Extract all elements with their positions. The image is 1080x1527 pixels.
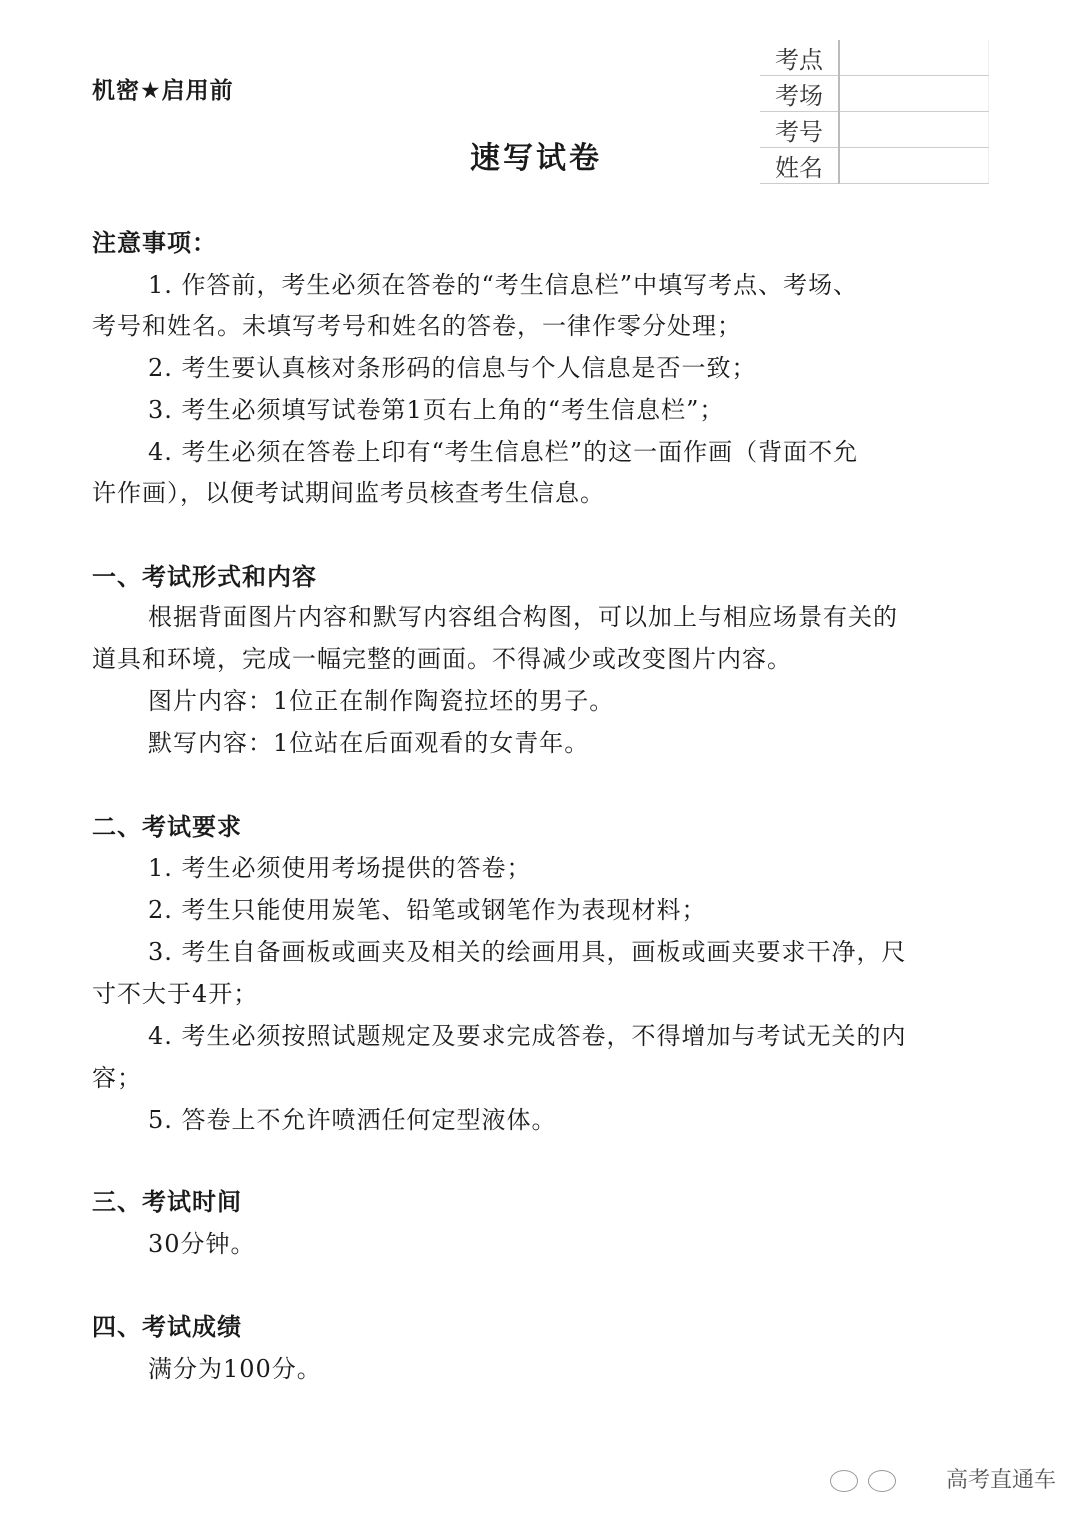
info-field[interactable] bbox=[839, 76, 989, 112]
info-field[interactable] bbox=[839, 148, 989, 184]
confidential-label: 机密★启用前 bbox=[92, 78, 234, 104]
info-label: 姓名 bbox=[760, 148, 839, 184]
notice-line: 2. 考生要认真核对条形码的信息与个人信息是否一致； bbox=[148, 354, 757, 382]
notice-line: 1. 作答前，考生必须在答卷的“考生信息栏”中填写考点、考场、 bbox=[148, 271, 859, 299]
watermark bbox=[830, 1463, 1056, 1494]
section-line: 根据背面图片内容和默写内容组合构图，可以加上与相应场景有关的 bbox=[148, 603, 898, 631]
section-heading: 一、考试形式和内容 bbox=[92, 563, 317, 591]
notice-line: 考号和姓名。未填写考号和姓名的答卷，一律作零分处理； bbox=[92, 312, 742, 340]
notice-heading: 注意事项： bbox=[92, 229, 217, 257]
section-line: 30分钟。 bbox=[148, 1230, 256, 1258]
page-title: 速写试卷 bbox=[470, 141, 602, 176]
section-line: 4. 考生必须按照试题规定及要求完成答卷，不得增加与考试无关的内 bbox=[148, 1022, 907, 1050]
section-line: 默写内容：1位站在后面观看的女青年。 bbox=[148, 729, 590, 757]
section-line: 3. 考生自备画板或画夹及相关的绘画用具，画板或画夹要求干净，尺 bbox=[148, 938, 907, 966]
section-line: 容； bbox=[92, 1064, 142, 1092]
section-line: 满分为100分。 bbox=[148, 1355, 322, 1383]
section-line: 图片内容：1位正在制作陶瓷拉坯的男子。 bbox=[148, 687, 615, 715]
info-field[interactable] bbox=[839, 112, 989, 148]
notice-line: 4. 考生必须在答卷上印有“考生信息栏”的这一面作画（背面不允 bbox=[148, 438, 859, 466]
info-label: 考场 bbox=[760, 76, 839, 112]
section-heading: 四、考试成绩 bbox=[92, 1313, 242, 1341]
section-line: 2. 考生只能使用炭笔、铅笔或钢笔作为表现材料； bbox=[148, 896, 707, 924]
wechat-icon bbox=[868, 1470, 896, 1492]
section-line: 1. 考生必须使用考场提供的答卷； bbox=[148, 854, 532, 882]
info-label: 考点 bbox=[760, 40, 839, 76]
info-label: 考号 bbox=[760, 112, 839, 148]
notice-line: 3. 考生必须填写试卷第1页右上角的“考生信息栏”； bbox=[148, 396, 725, 424]
section-line: 寸不大于4开； bbox=[92, 980, 259, 1008]
candidate-info-table bbox=[760, 40, 989, 184]
section-heading: 二、考试要求 bbox=[92, 813, 242, 841]
watermark-text: 高考直通车 bbox=[946, 1468, 1057, 1493]
wechat-icon bbox=[830, 1470, 858, 1492]
section-line: 道具和环境，完成一幅完整的画面。不得减少或改变图片内容。 bbox=[92, 645, 792, 673]
notice-line: 许作画），以便考试期间监考员核查考生信息。 bbox=[92, 479, 605, 507]
section-line: 5. 答卷上不允许喷洒任何定型液体。 bbox=[148, 1106, 557, 1134]
section-heading: 三、考试时间 bbox=[92, 1188, 242, 1216]
info-field[interactable] bbox=[839, 40, 989, 76]
